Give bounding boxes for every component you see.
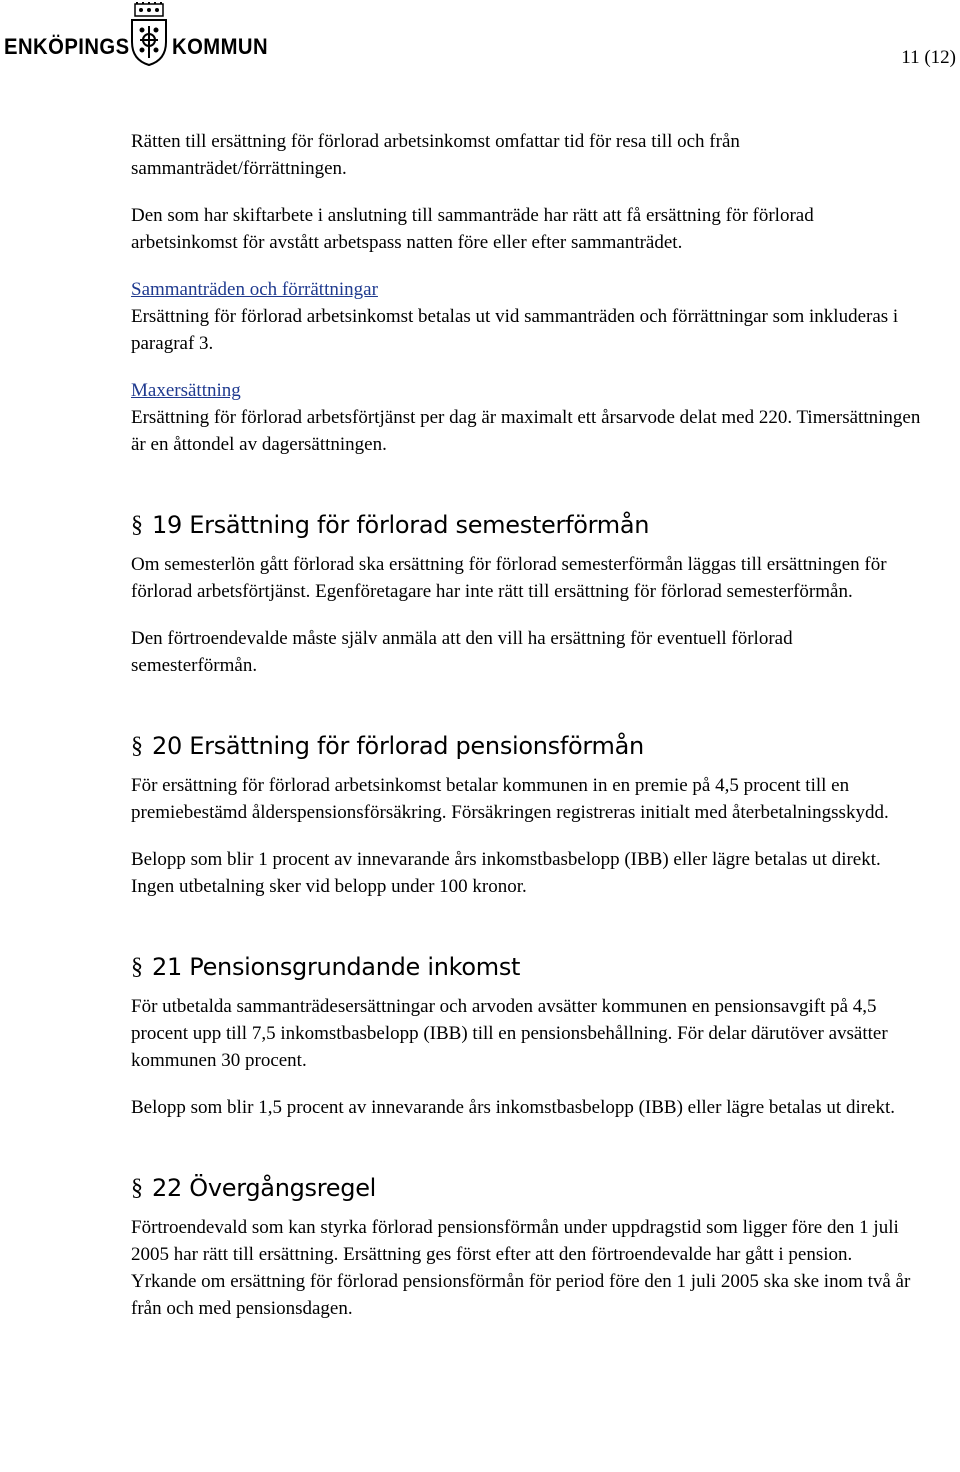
paragraph: Rätten till ersättning för förlorad arbetsinkomst omfattar tid för resa till och från sammanträdet/förrättningen. xyxy=(131,131,740,179)
section-title: 21 Pensionsgrundande inkomst xyxy=(152,953,521,981)
section-title: 20 Ersättning för förlorad pensionsförmån xyxy=(152,732,644,760)
document-body xyxy=(131,128,921,1342)
paragraph: Förtroendevald som kan styrka förlorad pensionsförmån under uppdragstid som ligger före den 1 juli 2005 har rätt till ersättning. Ersättning ges först efter att den förtroendevalde har gått i pension. Yrkande om ersättning för förlorad pensionsförmån för period före den 1 juli 2005 ska ske inom två år från och med pensionsdagen. xyxy=(131,1217,911,1319)
subheading-sammantraden: Sammanträden och förrättningar xyxy=(131,279,378,300)
logo-text-left: ENKÖPINGS xyxy=(4,34,130,59)
section-sign-icon: § xyxy=(131,733,143,759)
paragraph: Belopp som blir 1,5 procent av innevarande års inkomstbasbelopp (IBB) eller lägre betalas ut direkt. xyxy=(131,1097,896,1118)
paragraph: Den som har skiftarbete i anslutning till sammanträde har rätt att få ersättning för förlorad arbetsinkomst för avstått arbetspass natten före eller efter sammanträdet. xyxy=(131,205,814,253)
paragraph: Om semesterlön gått förlorad ska ersättning för förlorad semesterförmån läggas till ersättningen för förlorad arbetsförtjänst. Egenföretagare har inte rätt till ersättning för förlorad semesterförmån. xyxy=(131,554,887,602)
paragraph: Belopp som blir 1 procent av innevarande års inkomstbasbelopp (IBB) eller lägre betalas ut direkt. Ingen utbetalning sker vid belopp under 100 kronor. xyxy=(131,849,881,897)
section-heading-21 xyxy=(131,950,921,984)
section-sign-icon: § xyxy=(131,1175,143,1201)
paragraph: För ersättning för förlorad arbetsinkomst betalar kommunen in en premie på 4,5 procent till en premiebestämd ålderspensionsförsäkring. Försäkringen registreras initialt med återbetalningsskydd. xyxy=(131,775,889,823)
municipality-logo xyxy=(4,2,274,66)
section-heading-22 xyxy=(131,1171,921,1205)
sammantraden-block xyxy=(131,276,921,357)
section-heading-20 xyxy=(131,729,921,763)
coat-of-arms-icon xyxy=(128,2,170,66)
paragraph: Ersättning för förlorad arbetsinkomst betalas ut vid sammanträden och förrättningar som inkluderas i paragraf 3. xyxy=(131,306,899,354)
paragraph: För utbetalda sammanträdesersättningar och arvoden avsätter kommunen en pensionsavgift på 4,5 procent upp till 7,5 inkomstbasbelopp (IBB) till en pensionsbehållning. För delar därutöver avsätter kommunen 30 procent. xyxy=(131,996,888,1071)
page-header xyxy=(0,0,960,90)
section-heading-19 xyxy=(131,508,921,542)
logo-text-right: KOMMUN xyxy=(172,34,269,59)
section-title: 19 Ersättning för förlorad semesterförmån xyxy=(152,511,650,539)
section-title: 22 Övergångsregel xyxy=(152,1174,377,1202)
paragraph: Den förtroendevalde måste själv anmäla att den vill ha ersättning för eventuell förlorad semesterförmån. xyxy=(131,628,793,676)
section-sign-icon: § xyxy=(131,954,143,980)
page-number: 11 (12) xyxy=(901,47,956,68)
section-sign-icon: § xyxy=(131,512,143,538)
paragraph: Ersättning för förlorad arbetsförtjänst per dag är maximalt ett årsarvode delat med 220. Timersättningen är en åttondel av dagersättningen. xyxy=(131,407,921,455)
subheading-maxersattning: Maxersättning xyxy=(131,380,241,401)
maxersattning-block xyxy=(131,377,921,458)
